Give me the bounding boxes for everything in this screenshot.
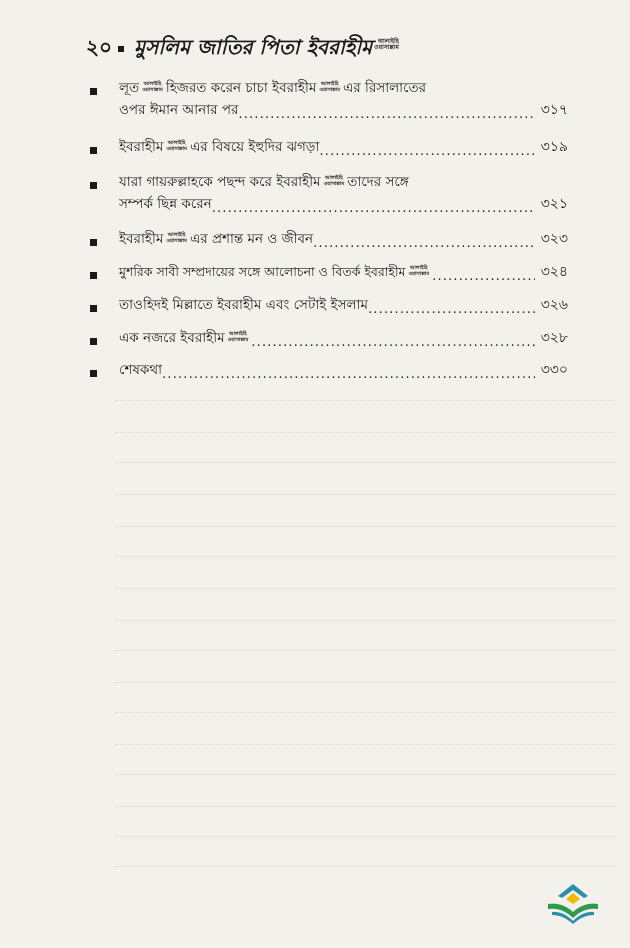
honorific <box>324 176 345 187</box>
bullet-square-icon <box>90 182 97 189</box>
honorific-top: আলাইহি <box>320 81 339 87</box>
honorific-bottom: ওয়াসাল্লাম <box>166 145 187 152</box>
leader-dots <box>212 200 535 216</box>
toc-entry[interactable] <box>90 328 568 350</box>
entry-page-number: ৩২৪ <box>540 264 568 280</box>
entry-text: শেষকথা <box>119 362 163 378</box>
honorific <box>166 141 187 152</box>
entry-text: তাদের সঙ্গে <box>347 174 409 190</box>
honorific-bottom: ওয়াসাল্লাম <box>323 180 345 187</box>
toc-entry[interactable] <box>90 172 568 216</box>
bullet-square-icon <box>90 338 97 345</box>
entry-text: যারা গায়রুল্লাহকে পছন্দ করে ইবরাহীম <box>119 174 321 190</box>
bullet-square-icon <box>90 370 97 377</box>
entry-page-number: ৩১৭ <box>540 102 568 118</box>
toc-entry[interactable] <box>90 229 568 251</box>
honorific-bottom: ওয়াসাল্লাম <box>408 270 430 277</box>
honorific-top: আলাইহি <box>409 265 428 271</box>
honorific-top: আলাইহি <box>229 331 247 337</box>
honorific <box>142 82 163 93</box>
entry-page-number: ৩৩০ <box>540 362 568 378</box>
bullet-square-icon <box>90 305 97 312</box>
entry-page-number: ৩২৬ <box>540 297 568 313</box>
leader-dots <box>251 334 534 350</box>
leader-dots <box>162 366 535 382</box>
bullet-square-icon <box>90 147 97 154</box>
book-title: মুসলিম জাতির পিতা ইবরাহীম <box>134 34 373 59</box>
honorific-top: আলাইহি <box>167 140 186 146</box>
entry-text: এর রিসালাতের <box>343 80 427 96</box>
running-header <box>86 34 399 64</box>
toc-entry[interactable] <box>90 78 568 122</box>
entry-text: ইবরাহীম <box>119 139 164 155</box>
entry-text: সম্পর্ক ছিন্ন করেন <box>119 196 212 212</box>
toc-entry[interactable] <box>90 262 568 284</box>
entry-text: হিজরত করেন চাচা ইবরাহীম <box>165 80 317 96</box>
leader-dots <box>238 106 534 122</box>
header-square-icon <box>118 46 124 52</box>
entry-text: তাওহিদই মিল্লাতে ইবরাহীম এবং সেটাই ইসলাম <box>119 297 368 313</box>
header-honorific <box>374 39 399 51</box>
honorific-bottom: ওয়াসাল্লাম <box>166 237 187 244</box>
entry-text: এক নজরে ইবরাহীম <box>119 330 225 346</box>
honorific-top: আলাইহি <box>143 81 162 87</box>
honorific <box>319 82 340 93</box>
entry-text: লূত <box>119 80 140 96</box>
entry-page-number: ৩২১ <box>540 196 568 212</box>
toc-entry[interactable] <box>90 360 568 382</box>
leader-dots <box>313 235 535 251</box>
publisher-logo-icon <box>544 880 602 926</box>
honorific-bottom: ওয়াসাল্লাম <box>227 336 249 343</box>
honorific <box>166 233 187 244</box>
entry-text: ইবরাহীম <box>119 231 164 247</box>
entry-page-number: ৩২৩ <box>540 231 568 247</box>
honorific-top: আলাইহি <box>325 175 343 181</box>
honorific-bottom: ওয়াসাল্লাম <box>374 44 399 51</box>
entry-page-number: ৩২৮ <box>540 330 568 346</box>
entry-text: এর বিষয়ে ইহুদির ঝগড়া <box>189 139 320 155</box>
honorific-bottom: ওয়াসাল্লাম <box>319 86 340 93</box>
honorific <box>408 266 429 277</box>
toc-entry[interactable] <box>90 295 568 317</box>
leader-dots <box>319 143 534 159</box>
page-number: ২০ <box>86 34 113 59</box>
entry-page-number: ৩১৯ <box>540 139 568 155</box>
honorific <box>228 332 249 343</box>
entry-text: ওপর ঈমান আনার পর <box>119 102 239 118</box>
honorific-bottom: ওয়াসাল্লাম <box>142 86 163 93</box>
entry-text: মুশরিক সাবী সম্প্রদায়ের সঙ্গে আলোচনা ও বিতর্ক ইবরাহীম <box>119 264 406 279</box>
leader-dots <box>432 268 535 284</box>
bullet-square-icon <box>90 272 97 279</box>
honorific-top: আলাইহি <box>377 38 399 45</box>
bullet-square-icon <box>90 88 97 95</box>
leader-dots <box>368 301 535 317</box>
honorific-top: আলাইহি <box>167 232 186 238</box>
bullet-square-icon <box>90 239 97 246</box>
entry-text: এর প্রশান্ত মন ও জীবন <box>189 231 314 247</box>
toc-entry[interactable] <box>90 137 568 159</box>
